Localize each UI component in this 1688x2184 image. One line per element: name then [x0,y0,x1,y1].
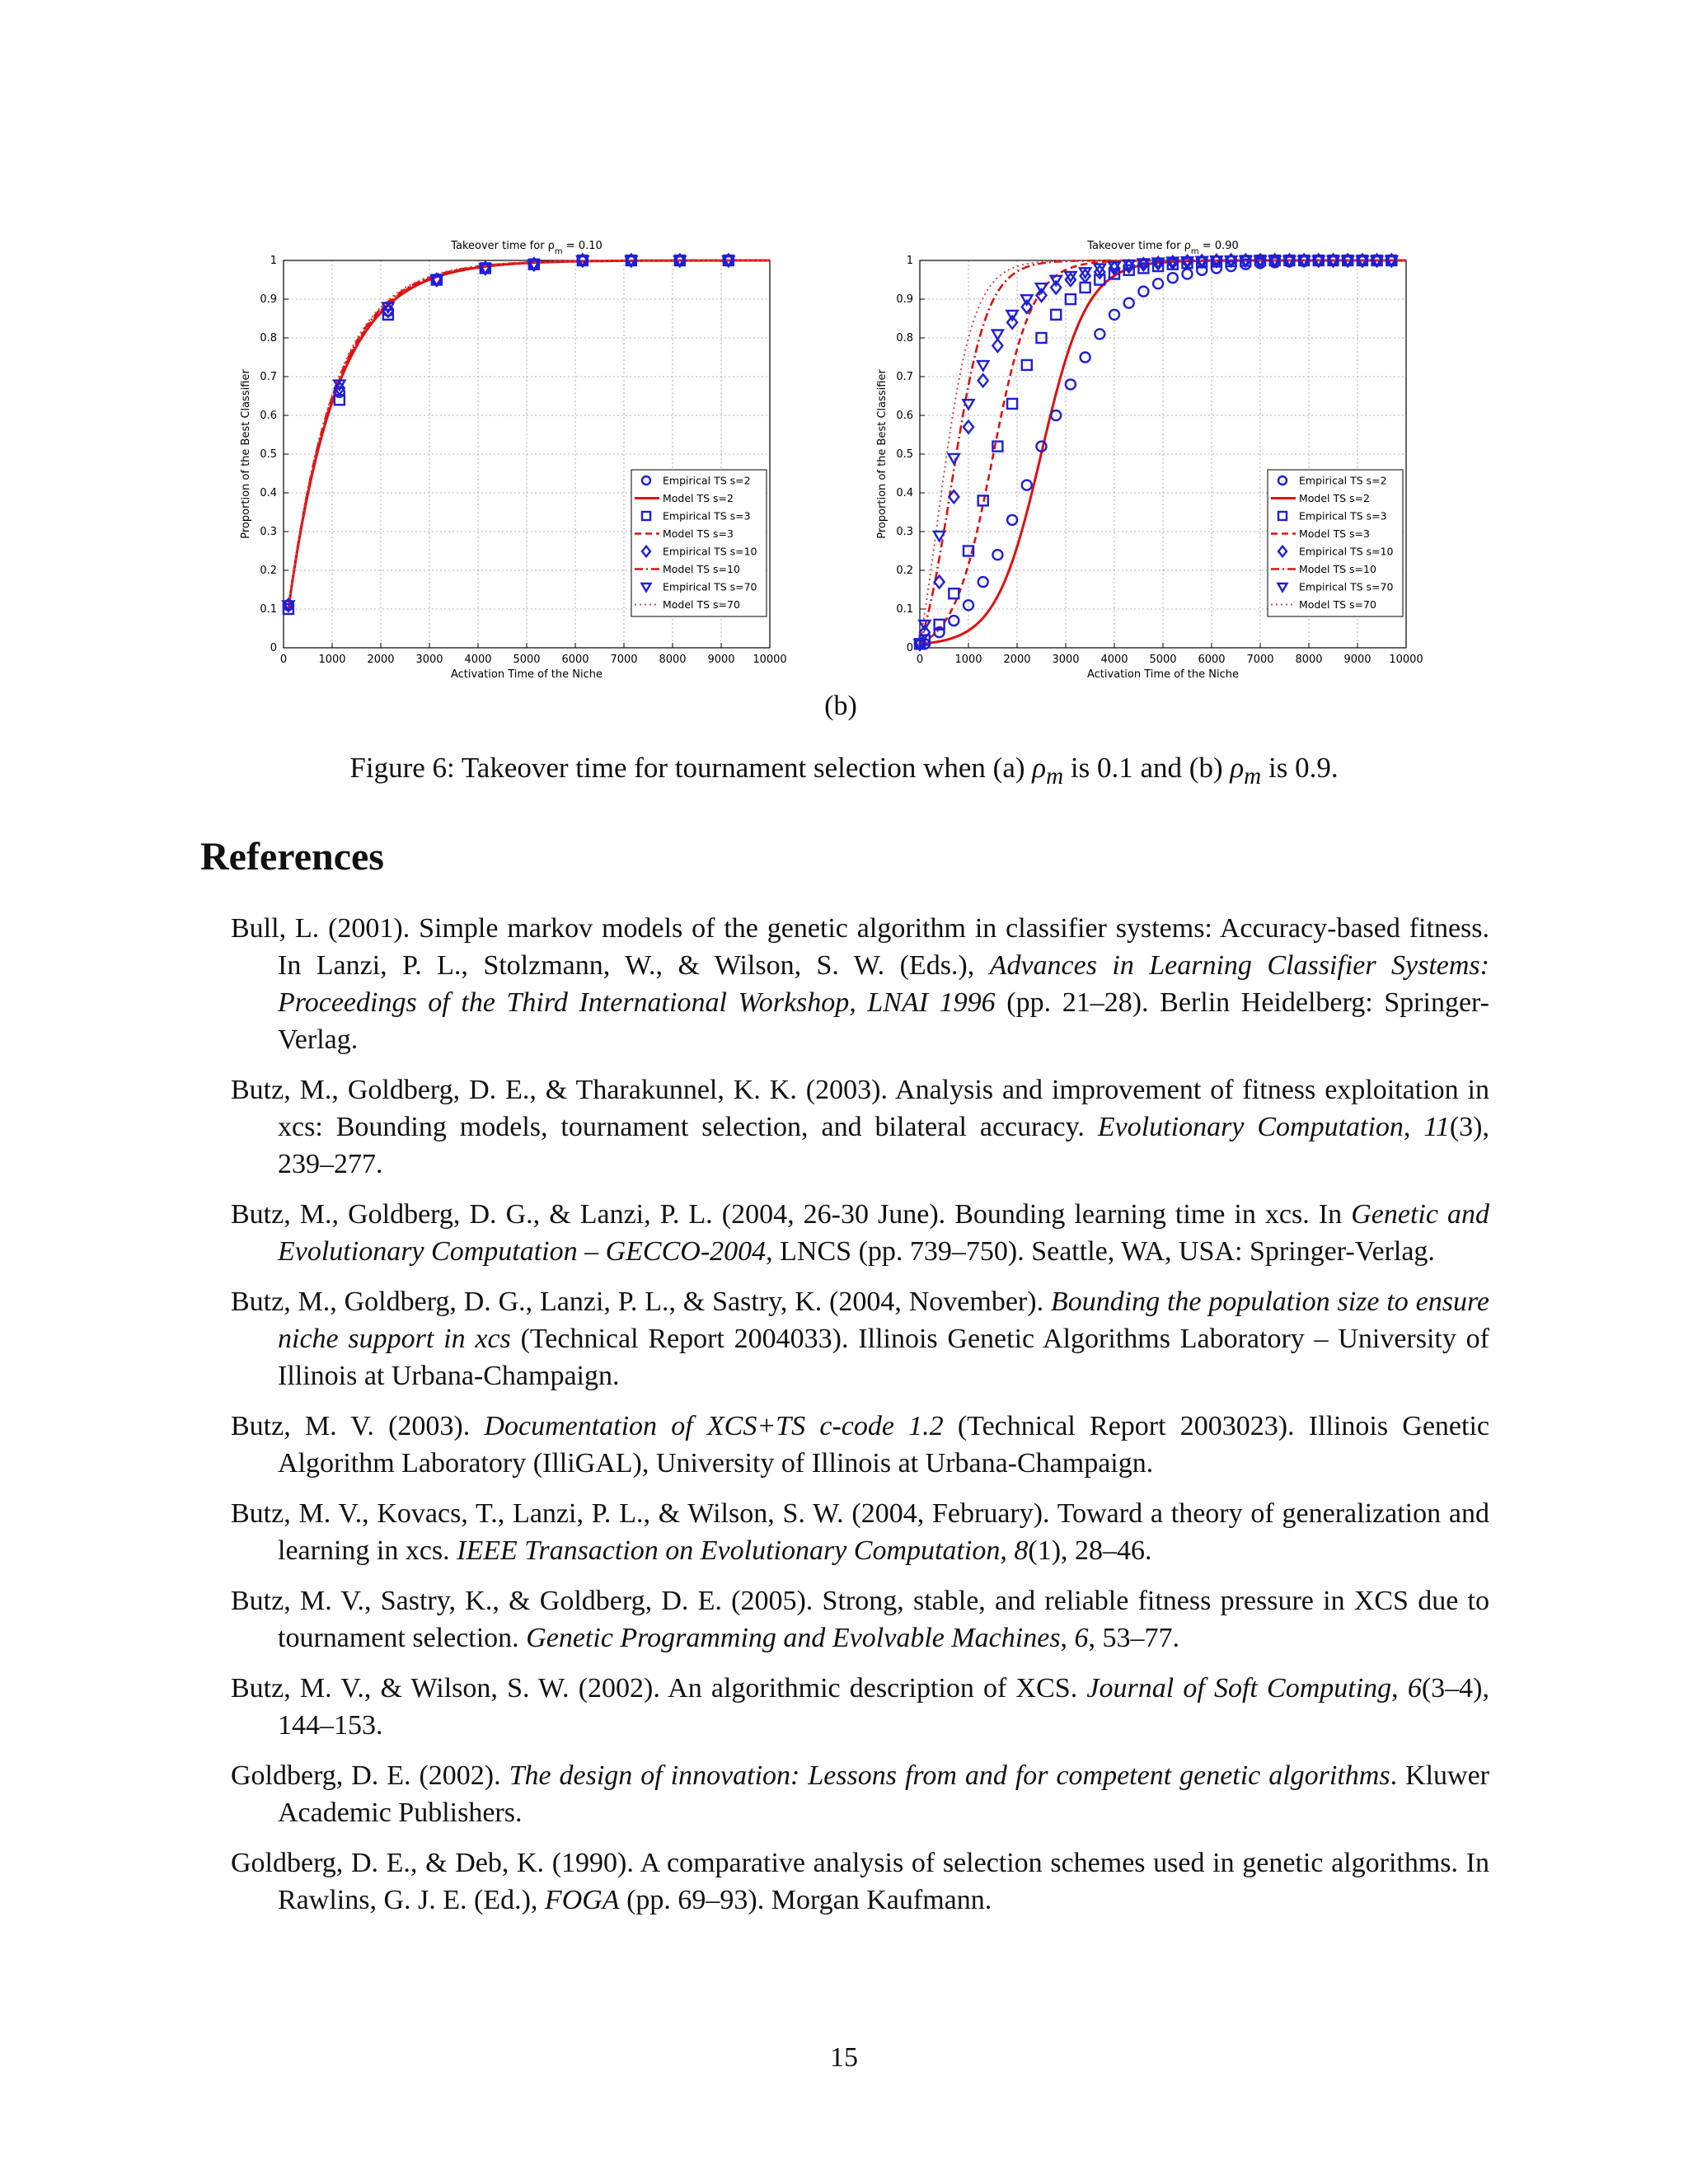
ref-title: Evolutionary Computation [1097,1112,1404,1142]
chart-title [450,240,603,256]
x-tick-label: 10000 [753,654,787,666]
chart-title-suffix: = 0.10 [562,240,603,252]
legend-label: Model TS s=10 [663,563,740,575]
x-tick-label: 2000 [367,654,395,666]
y-tick-label: 0.7 [260,371,277,383]
chart-title-prefix: Takeover time for ρ [1087,240,1191,252]
legend-label: Empirical TS s=70 [663,580,757,593]
ref-volume: 6 [1074,1623,1089,1653]
y-tick-label: 0.9 [896,293,913,306]
y-tick-label: 0.6 [896,410,913,422]
legend-label: Empirical TS s=70 [1299,580,1394,593]
y-tick-label: 0.7 [896,371,913,383]
ref-text: Goldberg, D. E. (2002). [231,1760,509,1791]
legend-label: Model TS s=70 [663,598,740,611]
x-tick-label: 8000 [659,654,687,666]
ref-text: Butz, M. V., Kovacs, T., Lanzi, P. L., & Wilson, S. W. (2004, February). Toward a theory of generalization and learning in xcs. [231,1498,1489,1566]
x-axis-label: Activation Time of the Niche [1086,668,1240,681]
y-tick-label: 0.1 [260,603,277,616]
reference-item [231,1757,1489,1831]
y-tick-label: 1 [270,255,277,267]
y-tick-label: 0.9 [260,293,277,306]
legend-label: Model TS s=3 [1299,527,1370,540]
ref-text: , 53–77. [1088,1623,1180,1653]
caption-sub-a: m [1046,763,1064,790]
ref-text: Butz, M., Goldberg, D. G., & Lanzi, P. L. (2004, 26-30 June). Bounding learning time in xcs. In [231,1199,1352,1230]
y-tick-label: 0.2 [896,565,913,577]
x-tick-label: 7000 [1246,654,1274,666]
legend-label: Empirical TS s=10 [663,545,757,558]
y-tick-label: 0.5 [896,448,913,461]
ref-text: Butz, M. V., & Wilson, S. W. (2002). An algorithmic description of XCS. [231,1673,1087,1704]
ref-text: (1), 28–46. [1028,1535,1152,1566]
x-tick-label: 8000 [1295,654,1323,666]
ref-title: Advances in Learning Classifier Systems: Proceedings of the Third International Workshop, LNAI 1996 [278,950,1489,1018]
ref-text: Butz, M. V., Sastry, K., & Goldberg, D. E. (2005). Strong, stable, and reliable fitness pressure in XCS due to tournament selection. [231,1586,1489,1653]
x-tick-label: 4000 [1100,654,1128,666]
x-tick-label: 5000 [513,654,541,666]
reference-item [231,1495,1489,1569]
y-tick-label: 0.8 [260,332,277,344]
reference-item [231,1670,1489,1744]
y-tick-label: 0.4 [260,487,277,499]
ref-text: , [1391,1673,1408,1704]
legend-label: Empirical TS s=3 [663,509,751,523]
chart-b-svg [867,223,1493,684]
x-tick-label: 6000 [561,654,589,666]
legend-label: Empirical TS s=3 [1299,509,1387,523]
ref-text: (pp. 69–93). Morgan Kaufmann. [619,1885,992,1915]
ref-text: (3), 239–277. [278,1112,1490,1179]
reference-item [231,1844,1489,1919]
y-tick-label: 0.8 [896,332,913,344]
ref-text: , LNCS (pp. 739–750). Seattle, WA, USA: Springer-Verlag. [766,1236,1435,1267]
ref-text: Goldberg, D. E., & Deb, K. (1990). A comparative analysis of selection schemes used in genetic algorithms. In Rawlins, G. J. E. (Ed.), [231,1848,1489,1915]
x-tick-label: 10000 [1389,654,1423,666]
chart-title-suffix: = 0.90 [1198,240,1239,252]
y-tick-label: 0 [270,642,277,654]
y-axis-label: Proportion of the Best Classifier [240,369,252,539]
reference-item [231,1071,1489,1183]
ref-title: Bounding the population size to ensure niche support in xcs [278,1286,1489,1354]
y-tick-label: 0.5 [260,448,277,461]
ref-title: Journal of Soft Computing [1086,1673,1392,1704]
x-tick-label: 1000 [318,654,346,666]
legend-label: Model TS s=3 [663,527,734,540]
y-tick-label: 0.6 [260,410,277,422]
references-heading: References [200,835,384,879]
reference-item [231,1283,1489,1394]
x-tick-label: 3000 [415,654,443,666]
chart-rho-0-10 [231,223,857,684]
legend-label: Empirical TS s=2 [1299,474,1387,487]
caption-rho-a: ρ [1032,752,1047,784]
reference-item [231,1196,1489,1270]
caption-suffix: is 0.9. [1261,752,1339,784]
figure-caption [0,752,1688,790]
ref-text: Bull, L. (2001). Simple markov models of the genetic algorithm in classifier systems: Accuracy-based fitness. In Lanzi, P. L., Stolzmann, W., & Wilson, S. W. (Eds.), [231,913,1489,981]
chart-title-sub: m [1190,246,1199,256]
y-tick-label: 0.2 [260,565,277,577]
x-tick-label: 3000 [1052,654,1080,666]
x-tick-label: 9000 [707,654,735,666]
y-tick-label: 0 [906,642,913,654]
ref-volume: 6 [1407,1673,1422,1704]
x-tick-label: 9000 [1343,654,1372,666]
x-tick-label: 0 [916,654,924,666]
legend-label: Model TS s=10 [1299,563,1376,575]
chart-title [1086,240,1239,256]
x-tick-label: 6000 [1198,654,1226,666]
ref-text: (pp. 21–28). Berlin Heidelberg: Springer-Verlag. [278,987,1490,1055]
reference-item [231,910,1489,1058]
ref-text: Butz, M., Goldberg, D. G., Lanzi, P. L., & Sastry, K. (2004, November). [231,1286,1051,1317]
caption-rho-b: ρ [1230,752,1245,784]
ref-text: Butz, M., Goldberg, D. E., & Tharakunnel, K. K. (2003). Analysis and improvement of fitness exploitation in xcs: Bounding models, tournament selection, and bilateral accuracy. [231,1075,1489,1142]
ref-text: Butz, M. V. (2003). [231,1411,485,1441]
page-number: 15 [830,2042,858,2073]
ref-text: , [1060,1623,1075,1653]
ref-text: (Technical Report 2004033). Illinois Genetic Algorithms Laboratory – University of Illinois at Urbana-Champaign. [278,1324,1489,1391]
ref-text: , [1403,1112,1424,1142]
ref-title: FOGA [544,1885,620,1915]
ref-title: Documentation of XCS+TS c-code 1.2 [484,1411,944,1441]
legend-label: Model TS s=70 [1299,598,1376,611]
ref-text: (Technical Report 2003023). Illinois Genetic Algorithm Laboratory (IlliGAL), University of Illinois at Urbana-Champaign. [278,1411,1490,1479]
ref-title: Genetic and Evolutionary Computation – GECCO-2004 [278,1199,1490,1267]
x-tick-label: 4000 [464,654,492,666]
x-tick-label: 2000 [1003,654,1031,666]
legend-label: Model TS s=2 [663,492,734,504]
y-tick-label: 0.1 [896,603,913,616]
caption-sub-b: m [1244,763,1262,790]
ref-title: IEEE Transaction on Evolutionary Computation [457,1535,1001,1566]
legend-label: Empirical TS s=10 [1299,545,1394,558]
subfigure-label-b: (b) [824,691,857,721]
y-tick-label: 0.3 [260,526,277,538]
x-tick-label: 0 [279,654,288,666]
reference-item [231,1582,1489,1657]
x-tick-label: 1000 [954,654,982,666]
x-tick-label: 5000 [1149,654,1177,666]
chart-rho-0-90 [867,223,1493,684]
caption-mid: is 0.1 and (b) [1063,752,1231,784]
ref-title: The design of innovation: Lessons from and for competent genetic algorithms [509,1760,1390,1791]
y-tick-label: 0.3 [896,526,913,538]
caption-prefix: Figure 6: Takeover time for tournament selection when (a) [349,752,1033,784]
y-axis-label: Proportion of the Best Classifier [876,369,889,539]
legend-label: Empirical TS s=2 [663,474,751,487]
y-tick-label: 1 [906,255,913,267]
ref-volume: 8 [1014,1535,1029,1566]
chart-title-sub: m [554,246,563,256]
ref-volume: 11 [1423,1112,1450,1142]
chart-a-svg [231,223,857,684]
chart-title-prefix: Takeover time for ρ [451,240,555,252]
ref-text: , [1000,1535,1015,1566]
ref-title: Genetic Programming and Evolvable Machines [526,1623,1061,1653]
reference-list [231,910,1489,1932]
reference-item [231,1408,1489,1482]
legend-label: Model TS s=2 [1299,492,1370,504]
y-tick-label: 0.4 [896,487,913,499]
ref-text: (3–4), 144–153. [278,1673,1490,1741]
ref-text: . Kluwer Academic Publishers. [278,1760,1490,1828]
x-axis-label: Activation Time of the Niche [450,668,603,681]
x-tick-label: 7000 [610,654,638,666]
